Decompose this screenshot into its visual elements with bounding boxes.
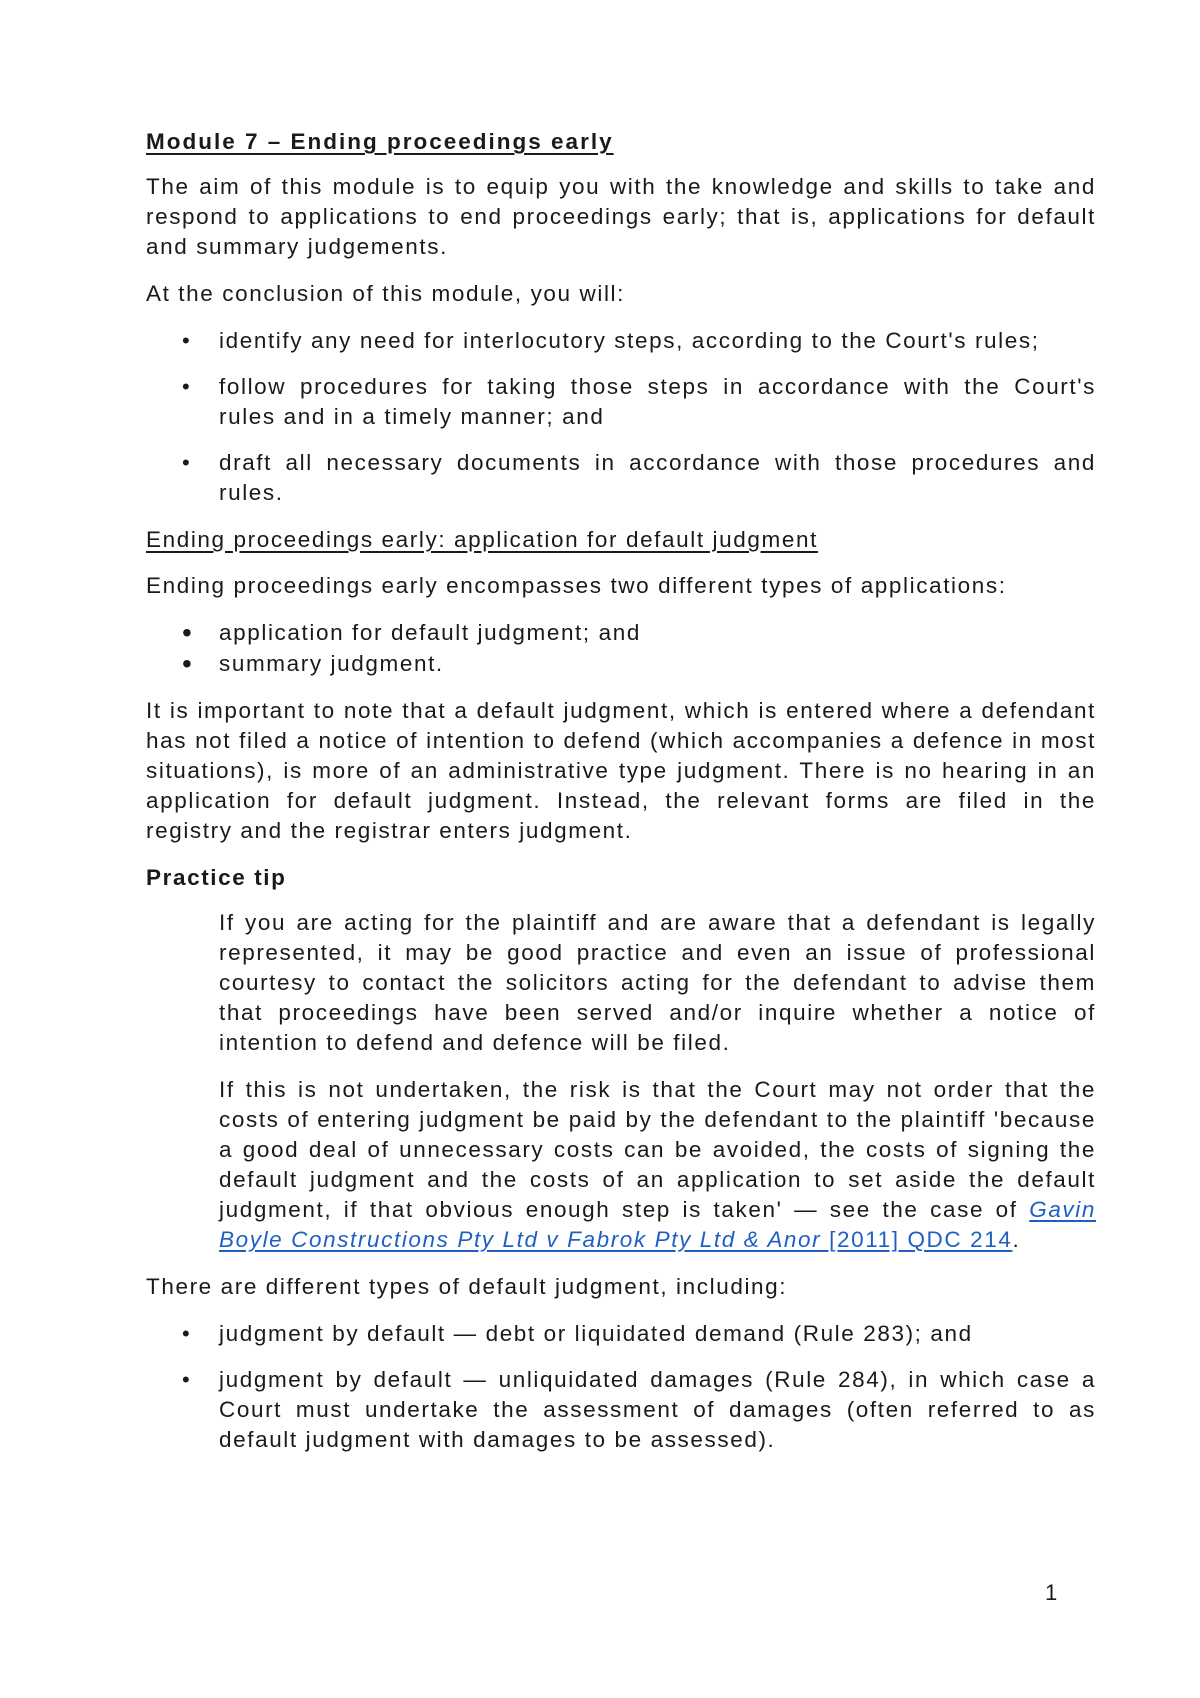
case-name: Gavin Boyle Constructions Pty Ltd v Fabrok Pty Ltd & Anor [219,1197,1096,1252]
practice-tip-heading: Practice tip [146,865,287,890]
document-body [146,127,1096,1472]
practice-tip-text: If this is not undertaken, the risk is that the Court may not order that the costs of entering judgment be paid by the defendant to the plaintiff 'because a good deal of unnecessary costs can be avoided, the costs of signing the default judgment and the costs of an application to set aside the default judgment, if that obvious enough step is taken' — see the case of [219,1077,1096,1222]
list-item: • draft all necessary documents in accordance with those procedures and rules. [146,448,1096,508]
case-citation: [2011] QDC 214 [821,1227,1013,1252]
module-title: Module 7 – Ending proceedings early [146,129,614,154]
practice-tip-box [219,908,1096,1255]
list-item: • judgment by default — unliquidated damages (Rule 284), in which case a Court must undertake the assessment of damages (often referred to as default judgment with damages to be assessed). [146,1365,1096,1455]
list-item: • follow procedures for taking those steps in accordance with the Court's rules and in a timely manner; and [146,372,1096,432]
outcomes-list [146,326,1096,508]
types-list [146,618,1096,679]
conclusion-lead: At the conclusion of this module, you will: [146,281,626,306]
list-item: • summary judgment. [146,649,1096,679]
default-types-lead: There are different types of default judgment, including: [146,1274,788,1299]
list-item: • identify any need for interlocutory steps, according to the Court's rules; [146,326,1096,356]
important-note: It is important to note that a default judgment, which is entered where a defendant has not filed a notice of intention to defend (which accompanies a defence in most situations), is more of an administrative type judgment. There is no hearing in an application for default judgment. Instead, the relevant forms are filed in the registry and the registrar enters judgment. [146,698,1096,843]
practice-tip-end: . [1012,1227,1021,1252]
types-lead: Ending proceedings early encompasses two different types of applications: [146,573,1007,598]
practice-tip-paragraph-1: If you are acting for the plaintiff and are aware that a defendant is legally represented, it may be good practice and even an issue of professional courtesy to contact the solicitors acting for the defendant to advise them that proceedings have been served and/or inquire whether a notice of intention to defend and defence will be filed. [219,910,1096,1055]
list-item: • application for default judgment; and [146,618,1096,648]
section-heading: Ending proceedings early: application for default judgment [146,527,818,552]
default-types-list [146,1319,1096,1455]
intro-paragraph: The aim of this module is to equip you with the knowledge and skills to take and respond to applications to end proceedings early; that is, applications for default and summary judgements. [146,174,1096,259]
list-item: • judgment by default — debt or liquidated demand (Rule 283); and [146,1319,1096,1349]
practice-tip-paragraph-2 [219,1075,1096,1255]
page-number: 1 [1045,1580,1058,1605]
